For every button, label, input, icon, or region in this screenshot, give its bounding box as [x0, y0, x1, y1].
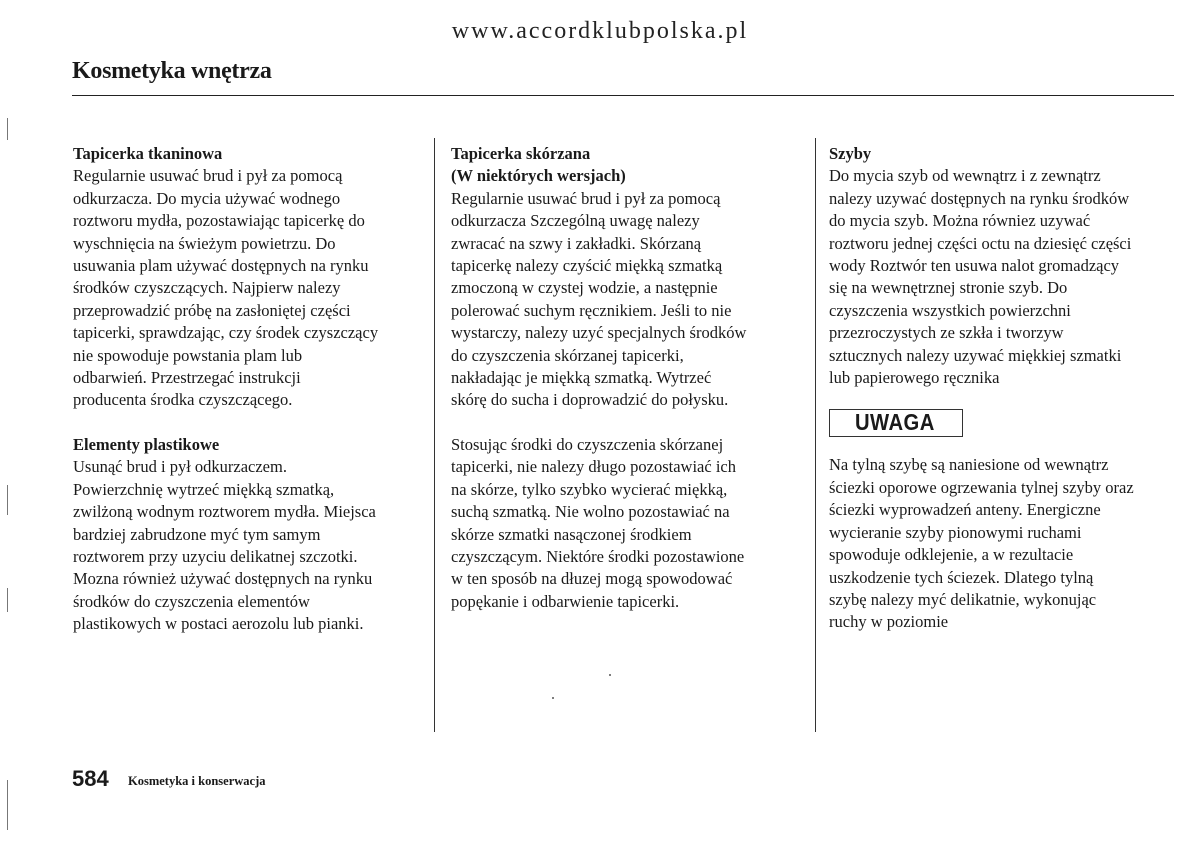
warning-box	[829, 409, 963, 437]
text-line: polerować suchym ręcznikiem. Jeśli to nie	[451, 300, 732, 320]
text-line: przeprowadzić próbę na zasłoniętej części	[73, 300, 351, 320]
text-line: tapicerki, nie nalezy długo pozostawiać ich	[451, 457, 736, 477]
text-line: nie spowoduje powstania plam lub	[73, 345, 303, 365]
text-line: roztworem przy uzyciu delikatnej szczotki.	[73, 546, 358, 566]
text-line: skórze szmatki nasączonej środkiem	[451, 524, 692, 544]
text-line: nalezy uzywać dostępnych na rynku środków	[829, 188, 1130, 208]
text-line: producenta środka czyszczącego.	[73, 390, 293, 410]
text-line: zmoczoną w czystej wodzie, a następnie	[451, 278, 718, 298]
text-line: skórę do sucha i doprowadzić do połysku.	[451, 390, 729, 410]
text-line: środków do czyszczenia elementów	[73, 591, 310, 611]
text-line: wystarczy, nalezy uzyć specjalnych środków	[451, 323, 747, 343]
text-line: środków czyszczących. Najpierw nalezy	[73, 278, 341, 298]
site-url: www.accordklubpolska.pl	[451, 18, 749, 44]
text-line: szybę nalezy myć delikatnie, wykonując	[829, 589, 1097, 609]
text-line: do czyszczenia skórzanej tapicerki,	[451, 345, 684, 365]
column-divider-1	[434, 138, 435, 732]
text-line: tapicerkę nalezy czyścić miękką szmatką	[451, 256, 723, 276]
text-line: plastikowych w postaci aerozolu lub pianki.	[73, 614, 364, 634]
scan-edge-mark	[7, 588, 8, 612]
section-heading-windows: Szyby	[829, 144, 872, 163]
text-line: Regularnie usuwać brud i pył za pomocą	[451, 188, 721, 208]
leather-text	[451, 188, 806, 412]
text-line: Usunąć brud i pył odkurzaczem.	[73, 457, 287, 477]
text-line: ściezki wyprowadzeń anteny. Energiczne	[829, 500, 1101, 520]
text-line: do mycia szyb. Można równiez uzywać	[829, 211, 1091, 231]
text-line: w ten sposób na dłuzej mogą spowodować	[451, 569, 733, 589]
column-leather	[451, 143, 806, 613]
text-line: popękanie i odbarwienie tapicerki.	[451, 591, 680, 611]
leather-caution-text	[451, 434, 806, 613]
text-line: zwilżoną wodnym roztworem mydła. Miejsca	[73, 502, 376, 522]
text-line: Mozna również używać dostępnych na rynku	[73, 569, 373, 589]
text-line: lub papierowego ręcznika	[829, 368, 1000, 388]
plastic-text	[73, 456, 428, 635]
text-line: tapicerki, sprawdzając, czy środek czyszczący	[73, 323, 379, 343]
text-line: Regularnie usuwać brud i pył za pomocą	[73, 166, 343, 186]
text-line: roztworu mydła, pozostawiając tapicerkę do	[73, 211, 365, 231]
scan-edge-mark	[7, 780, 8, 830]
text-line: Do mycia szyb od wewnątrz i z zewnątrz	[829, 166, 1101, 186]
text-line: przezroczystych ze szkła i tworzyw	[829, 323, 1064, 343]
text-line: ściezki oporowe ogrzewania tylnej szyby oraz	[829, 477, 1134, 497]
text-line: suchą szmatką. Nie wolno pozostawiać na	[451, 502, 730, 522]
windows-text	[829, 165, 1179, 389]
text-line: wyschnięcia na świeżym powietrzu. Do	[73, 233, 336, 253]
text-line: Powierzchnię wytrzeć miękką szmatką,	[73, 479, 335, 499]
text-line: bardziej zabrudzone myć tym samym	[73, 524, 321, 544]
text-line: zwracać na szwy i zakładki. Skórzaną	[451, 233, 702, 253]
page-title: Kosmetyka wnętrza	[72, 58, 272, 84]
section-heading-leather: Tapicerka skórzana	[451, 144, 591, 163]
warning-label: UWAGA	[855, 409, 935, 436]
text-line: odbarwień. Przestrzegać instrukcji	[73, 368, 301, 388]
text-line: wycieranie szyby pionowymi ruchami	[829, 522, 1082, 542]
section-heading-plastic: Elementy plastikowe	[73, 434, 220, 454]
text-line: ruchy w poziomie	[829, 612, 949, 632]
scan-edge-mark	[7, 485, 8, 515]
column-windows	[829, 143, 1179, 634]
title-rule	[72, 95, 1174, 96]
footer-section-title: Kosmetyka i konserwacja	[128, 774, 266, 788]
text-line: odkurzacza Szczególną uwagę nalezy	[451, 211, 700, 231]
text-line: sztucznych nalezy uzywać miękkiej szmatki	[829, 345, 1122, 365]
text-line: uszkodzenie tych ściezek. Dlatego tylną	[829, 567, 1094, 587]
fabric-text	[73, 165, 428, 411]
text-line: się na wewnętrznej stronie szyb. Do	[829, 278, 1068, 298]
text-line: Na tylną szybę są naniesione od wewnątrz	[829, 455, 1109, 475]
scan-edge-mark	[7, 118, 8, 140]
text-line: czyszczącym. Niektóre środki pozostawione	[451, 546, 745, 566]
text-line: roztworu jednej części octu na dziesięć części	[829, 233, 1132, 253]
scan-speck	[552, 697, 554, 699]
text-line: spowoduje odklejenie, a w rezultacie	[829, 545, 1074, 565]
warning-text	[829, 454, 1179, 633]
column-divider-2	[815, 138, 816, 732]
text-line: odkurzacza. Do mycia używać wodnego	[73, 188, 341, 208]
section-heading-fabric: Tapicerka tkaninowa	[73, 144, 223, 163]
text-line: Stosując środki do czyszczenia skórzanej	[451, 434, 724, 454]
text-line: nakładając je miękką szmatką. Wytrzeć	[451, 368, 712, 388]
scan-speck	[609, 674, 611, 676]
section-subheading-leather: (W niektórych wersjach)	[451, 166, 626, 186]
text-line: wody Roztwór ten usuwa nalot gromadzący	[829, 256, 1120, 276]
column-fabric-plastic	[73, 143, 428, 636]
page-number: 584	[72, 766, 109, 791]
text-line: na skórze, tylko szybko wycierać miękką,	[451, 479, 728, 499]
text-line: czyszczenia wszystkich powierzchni	[829, 300, 1071, 320]
text-line: usuwania plam używać dostępnych na rynku	[73, 256, 369, 276]
